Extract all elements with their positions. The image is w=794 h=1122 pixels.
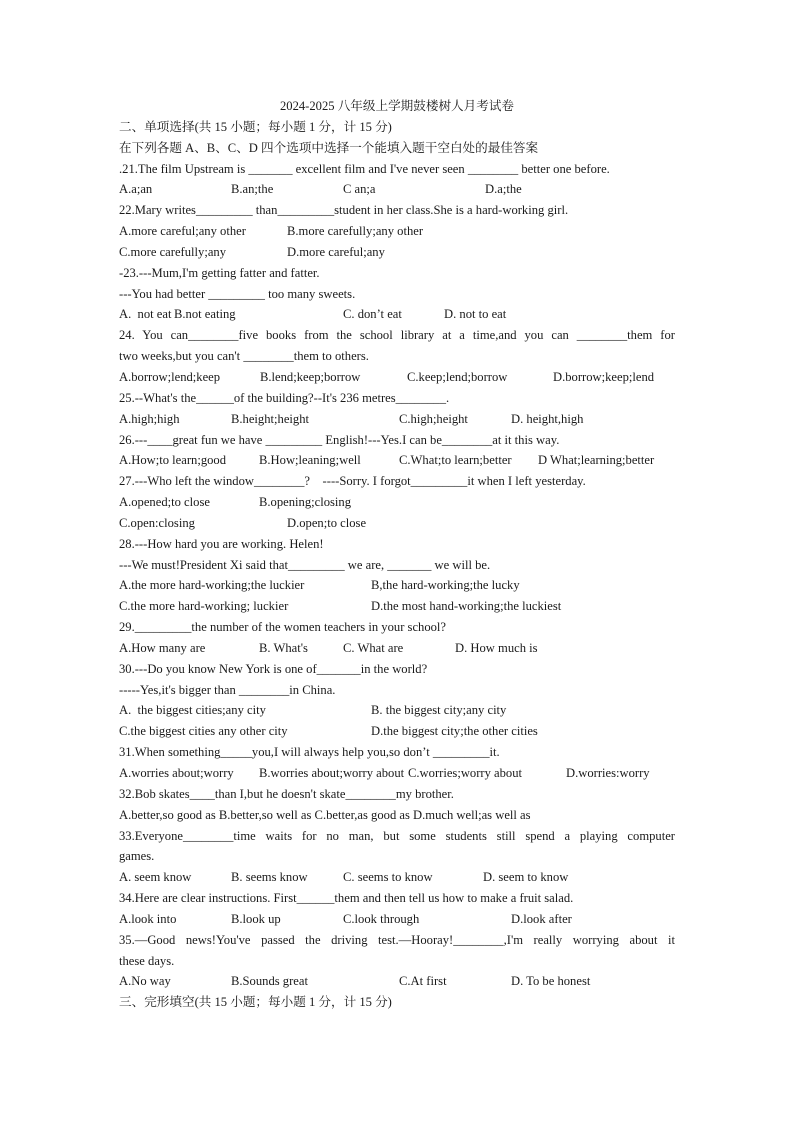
answer-option[interactable]: C.What;to learn;better — [399, 453, 512, 468]
answer-option[interactable]: A. the biggest cities;any city — [119, 703, 266, 718]
question-stem: -23.---Mum,I'm getting fatter and fatter. — [119, 265, 320, 280]
answer-options-row — [119, 867, 675, 888]
answer-option[interactable]: A.How;to learn;good — [119, 453, 227, 468]
answer-option[interactable]: C.the more hard-working; luckier — [119, 599, 289, 614]
answer-option[interactable]: C.more carefully;any — [119, 244, 227, 259]
answer-options-row — [119, 409, 675, 430]
answer-option[interactable]: A.worries about;worry — [119, 766, 234, 780]
answer-option[interactable]: A.more careful;any other — [119, 224, 246, 239]
answer-option[interactable]: B.worries about;worry about — [259, 766, 405, 780]
question-stem: 30.---Do you know New York is one of_______in the world? — [119, 661, 428, 676]
question-stem: 32.Bob skates____than I,but he doesn't skate________my brother. — [119, 786, 454, 801]
answer-options-row — [119, 304, 675, 325]
question-stem-continued: two weeks,but you can't ________them to others. — [119, 349, 369, 364]
answer-option[interactable]: C. seems to know — [343, 870, 433, 885]
answer-option[interactable]: C.keep;lend;borrow — [407, 369, 508, 384]
answer-option[interactable]: A.No way — [119, 974, 171, 989]
answer-option[interactable]: D What;learning;better — [538, 453, 655, 468]
question-stem: 28.---How hard you are working. Helen! — [119, 536, 324, 551]
answer-option[interactable]: B.lend;keep;borrow — [260, 369, 361, 384]
question-stem-continued: ---We must!President Xi said that_________ we are, _______ we will be. — [119, 557, 491, 572]
answer-option[interactable]: A.the more hard-working;the luckier — [119, 578, 305, 593]
question-stem: 33.Everyone________time waits for no man, but some students still spend a playing computer — [119, 828, 675, 843]
answer-option[interactable]: D.open;to close — [287, 515, 367, 530]
answer-options-row — [119, 513, 675, 534]
answer-options-row — [119, 909, 675, 930]
answer-option[interactable]: B.opening;closing — [259, 495, 351, 510]
answer-option[interactable]: A.look into — [119, 911, 177, 926]
answer-option[interactable]: C.high;height — [399, 411, 468, 426]
answer-option[interactable]: D. not to eat — [444, 307, 507, 322]
answer-options-row — [119, 575, 675, 596]
answer-option[interactable]: A.How many are — [119, 640, 206, 655]
answer-options-row — [119, 221, 675, 242]
answer-option[interactable]: B. the biggest city;any city — [371, 703, 507, 718]
answer-options-row — [119, 763, 675, 784]
answer-option[interactable]: C. don’t eat — [343, 307, 402, 322]
page-title: 2024-2025 八年级上学期鼓楼树人月考试卷 — [279, 99, 515, 113]
question-stem: 22.Mary writes_________ than_________student in her class.She is a hard-working girl. — [119, 203, 569, 218]
question-stem: 26.---____great fun we have _________ English!---Yes.I can be________at it this way. — [119, 432, 560, 447]
answer-options-row — [119, 638, 675, 659]
question-stem: 29._________the number of the women teachers in your school? — [119, 620, 447, 635]
answer-option[interactable]: A. not eat — [119, 307, 172, 322]
answer-option[interactable]: C an;a — [343, 182, 376, 197]
question-stem: 25.--What's the______of the building?--It's 236 metres________. — [119, 390, 450, 405]
answer-options-row — [119, 596, 675, 617]
answer-option[interactable]: C.look through — [343, 911, 420, 926]
answer-options-row — [119, 179, 675, 200]
answer-option[interactable]: D. How much is — [455, 640, 538, 655]
question-stem: 35.—Good news!You've passed the driving test.—Hooray!________,I'm really worrying about it — [119, 932, 675, 947]
answer-option[interactable]: A.a;an — [119, 182, 153, 197]
question-stem: .21.The film Upstream is _______ excellent film and I've never seen ________ better one before. — [119, 161, 610, 176]
question-stem-continued: ---You had better _________ too many sweets. — [119, 286, 356, 301]
answer-option[interactable]: D. seem to know — [483, 870, 569, 885]
question-stem-continued: A.better,so good as B.better,so well as C.better,as good as D.much well;as well as — [119, 807, 531, 822]
answer-options-row — [119, 367, 675, 388]
answer-options-row — [119, 971, 675, 992]
answer-option[interactable]: B.not eating — [174, 307, 236, 322]
question-stem: 31.When something_____you,I will always help you,so don’t _________it. — [119, 745, 500, 760]
answer-option[interactable]: B.an;the — [231, 182, 274, 197]
question-stem: 34.Here are clear instructions. First______them and then tell us how to make a fruit salad. — [119, 891, 574, 906]
answer-option[interactable]: D.look after — [511, 911, 572, 926]
answer-option[interactable]: B.height;height — [231, 411, 310, 426]
answer-options-row — [119, 721, 675, 742]
answer-option[interactable]: D.more careful;any — [287, 244, 385, 259]
answer-option[interactable]: D.worries:worry — [566, 766, 650, 780]
answer-option[interactable]: C. What are — [343, 640, 404, 655]
answer-option[interactable]: B,the hard-working;the lucky — [371, 578, 520, 593]
answer-option[interactable]: D. To be honest — [511, 974, 591, 989]
answer-option[interactable]: A. seem know — [119, 870, 192, 885]
answer-option[interactable]: D.borrow;keep;lend — [553, 369, 655, 384]
answer-options-row — [119, 492, 675, 513]
answer-option[interactable]: D.the most hand-working;the luckiest — [371, 599, 562, 614]
answer-option[interactable]: A.high;high — [119, 411, 180, 426]
answer-option[interactable]: D.the biggest city;the other cities — [371, 724, 538, 739]
section-instruction: 在下列各题 A、B、C、D 四个选项中选择一个能填入题干空白处的最佳答案 — [119, 140, 539, 155]
answer-option[interactable]: A.opened;to close — [119, 495, 210, 510]
section-heading: 三、完形填空(共 15 小题；每小题 1 分，计 15 分) — [119, 995, 392, 1010]
section-heading: 二、单项选择(共 15 小题；每小题 1 分，计 15 分) — [119, 119, 392, 134]
answer-option[interactable]: C.open:closing — [119, 515, 195, 530]
answer-option[interactable]: C.At first — [399, 974, 447, 989]
answer-option[interactable]: B. seems know — [231, 870, 308, 885]
question-list — [119, 159, 675, 993]
question-stem-continued: -----Yes,it's bigger than ________in China. — [119, 682, 336, 697]
answer-option[interactable]: D.a;the — [485, 182, 522, 197]
answer-option[interactable]: C.worries;worry about — [408, 766, 523, 780]
answer-option[interactable]: B.more carefully;any other — [287, 224, 424, 239]
answer-options-row — [119, 700, 675, 721]
answer-option[interactable]: B.How;leaning;well — [259, 453, 361, 468]
answer-options-row — [119, 242, 675, 263]
question-stem-continued: these days. — [119, 953, 175, 968]
question-stem: 27.---Who left the window________? ----Sorry. I forgot_________it when I left yesterday. — [119, 474, 586, 489]
answer-option[interactable]: A.borrow;lend;keep — [119, 369, 221, 384]
answer-option[interactable]: B. What's — [259, 640, 308, 655]
question-stem: 24. You can________five books from the school library at a time,and you can ________them for — [119, 328, 675, 343]
exam-page — [119, 96, 675, 1013]
answer-options-row — [119, 450, 675, 471]
answer-option[interactable]: D. height,high — [511, 411, 584, 426]
answer-option[interactable]: C.the biggest cities any other city — [119, 724, 288, 739]
question-stem-continued: games. — [119, 849, 155, 864]
answer-option[interactable]: B.Sounds great — [231, 974, 308, 989]
answer-option[interactable]: B.look up — [231, 911, 281, 926]
